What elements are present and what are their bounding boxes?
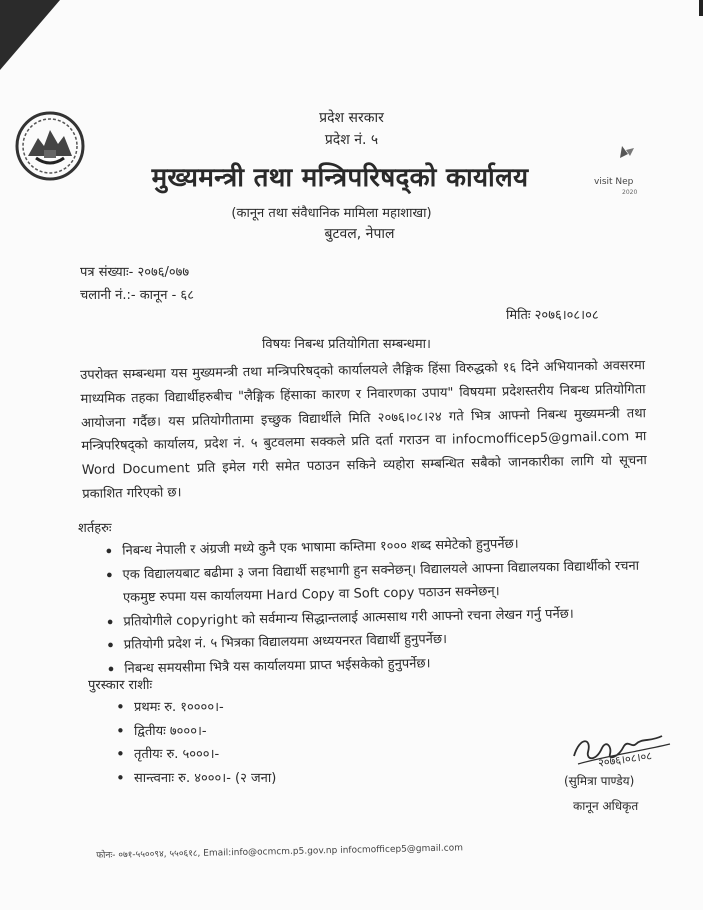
office-title: मुख्यमन्त्री तथा मन्त्रिपरिषद्को कार्यालय: [151, 163, 529, 193]
branch-name: (कानून तथा संवैधानिक मामिला महाशाखा): [231, 206, 432, 221]
conditions-heading: शर्तहरुः: [78, 521, 112, 536]
condition-item: • निबन्ध नेपाली र अंग्रजी मध्ये कुनै एक भाषामा कम्तिमा १००० शब्द समेटेको हुनुपर्नेछ।: [104, 530, 664, 563]
svg-text:2020: 2020: [622, 189, 638, 196]
handwritten-signature: [566, 726, 676, 776]
scan-edge-mark: [699, 0, 703, 16]
header-line-province: प्रदेश नं. ५: [324, 132, 379, 148]
signatory-post: कानून अधिकृत: [573, 799, 639, 813]
condition-item: • एक विद्यालयबाट बढीमा ३ जना विद्यार्थी सहभागी हुन सक्नेछन्। विद्यालयले आफ्ना विद्यालयका विद्यार्थीको रचना एकमुष्ट रुपमा यस कार्यालयमा Hard Copy वा Soft copy पठाउन सक्नेछन्।: [104, 554, 665, 611]
condition-item: • निबन्ध समयसीमा भित्रै यस कार्यालयमा प्राप्त भईसकेको हुनुपर्नेछ।: [106, 648, 666, 681]
prize-item: • सान्त्वनाः रु. ४०००।- (२ जना): [116, 767, 276, 791]
header-line-government: प्रदेश सरकार: [319, 110, 384, 126]
signatory-name: (सुमित्रा पाण्डेय): [564, 774, 635, 788]
prize-list: [116, 696, 276, 790]
dispatch-number: चलानी नं.:- कानून - ६८: [80, 288, 194, 303]
letter-date: मितिः २०७६।०८।०८: [506, 308, 599, 323]
conditions-list: [104, 530, 666, 681]
condition-item: • प्रतियोगीले copyright को सर्वमान्य सिद्धान्तलाई आत्मसाथ गरी आफ्नो रचना लेखन गर्नु पर्नेछ।: [105, 601, 665, 634]
prize-heading: पुरस्कार राशीः: [88, 678, 153, 693]
svg-text:visit Nep: visit Nep: [594, 177, 634, 187]
prize-item: • प्रथमः रु. १००००।-: [116, 696, 276, 720]
prize-item: • तृतीयः रु. ५०००।-: [116, 743, 276, 767]
signature-date: २०७६।०८।०८: [597, 749, 653, 770]
prize-item: • द्वितीयः ७०००।-: [116, 720, 276, 744]
letter-number: पत्र संख्याः- २०७६/०७७: [80, 265, 190, 280]
condition-item: • प्रतियोगी प्रदेश नं. ५ भित्रका विद्यालयमा अध्ययनरत विद्यार्थी हुनुपर्नेछ।: [106, 624, 666, 657]
office-location: बुटवल, नेपाल: [324, 226, 395, 242]
letter-subject: विषयः निबन्ध प्रतियोगिता सम्बन्धमा।: [262, 337, 431, 352]
contact-footer: फोनः- ०७१-५५००९४, ५५०६१८, Email:info@ocmcm.p5.gov.np infocmofficep5@gmail.com: [96, 843, 464, 861]
letter-body: उपरोक्त सम्बन्धमा यस मुख्यमन्त्री तथा मन्त्रिपरिषद्को कार्यालयले लैङ्गिक हिंसा विरुद्धको १६ दिने अभियानको अवसरमा माध्यमिक तहका विद्यार्थीहरुबीच "लैङ्गिक हिंसाका कारण र निवारणका उपाय" विषयमा प्रदेशस्तरीय निबन्ध प्रतियोगिता आयोजना गर्दैछ। यस प्रतियोगीतामा इच्छुक विद्यार्थीले मिति २०७६।०८।२४ गते भित्र आफ्नो निबन्ध मुख्यमन्त्री तथा मन्त्रिपरिषद्को कार्यालय, प्रदेश नं. ५ बुटवलमा सक्कले प्रति दर्ता गराउन वा infocmofficep5@gmail.com मा Word Document प्रति इमेल गरी समेत पठाउन सकिने व्यहोरा सम्बन्धित सबैको जानकारीका लागि यो सूचना प्रकाशित गरिएको छ।: [80, 358, 647, 502]
scan-corner-shadow: [0, 0, 60, 70]
